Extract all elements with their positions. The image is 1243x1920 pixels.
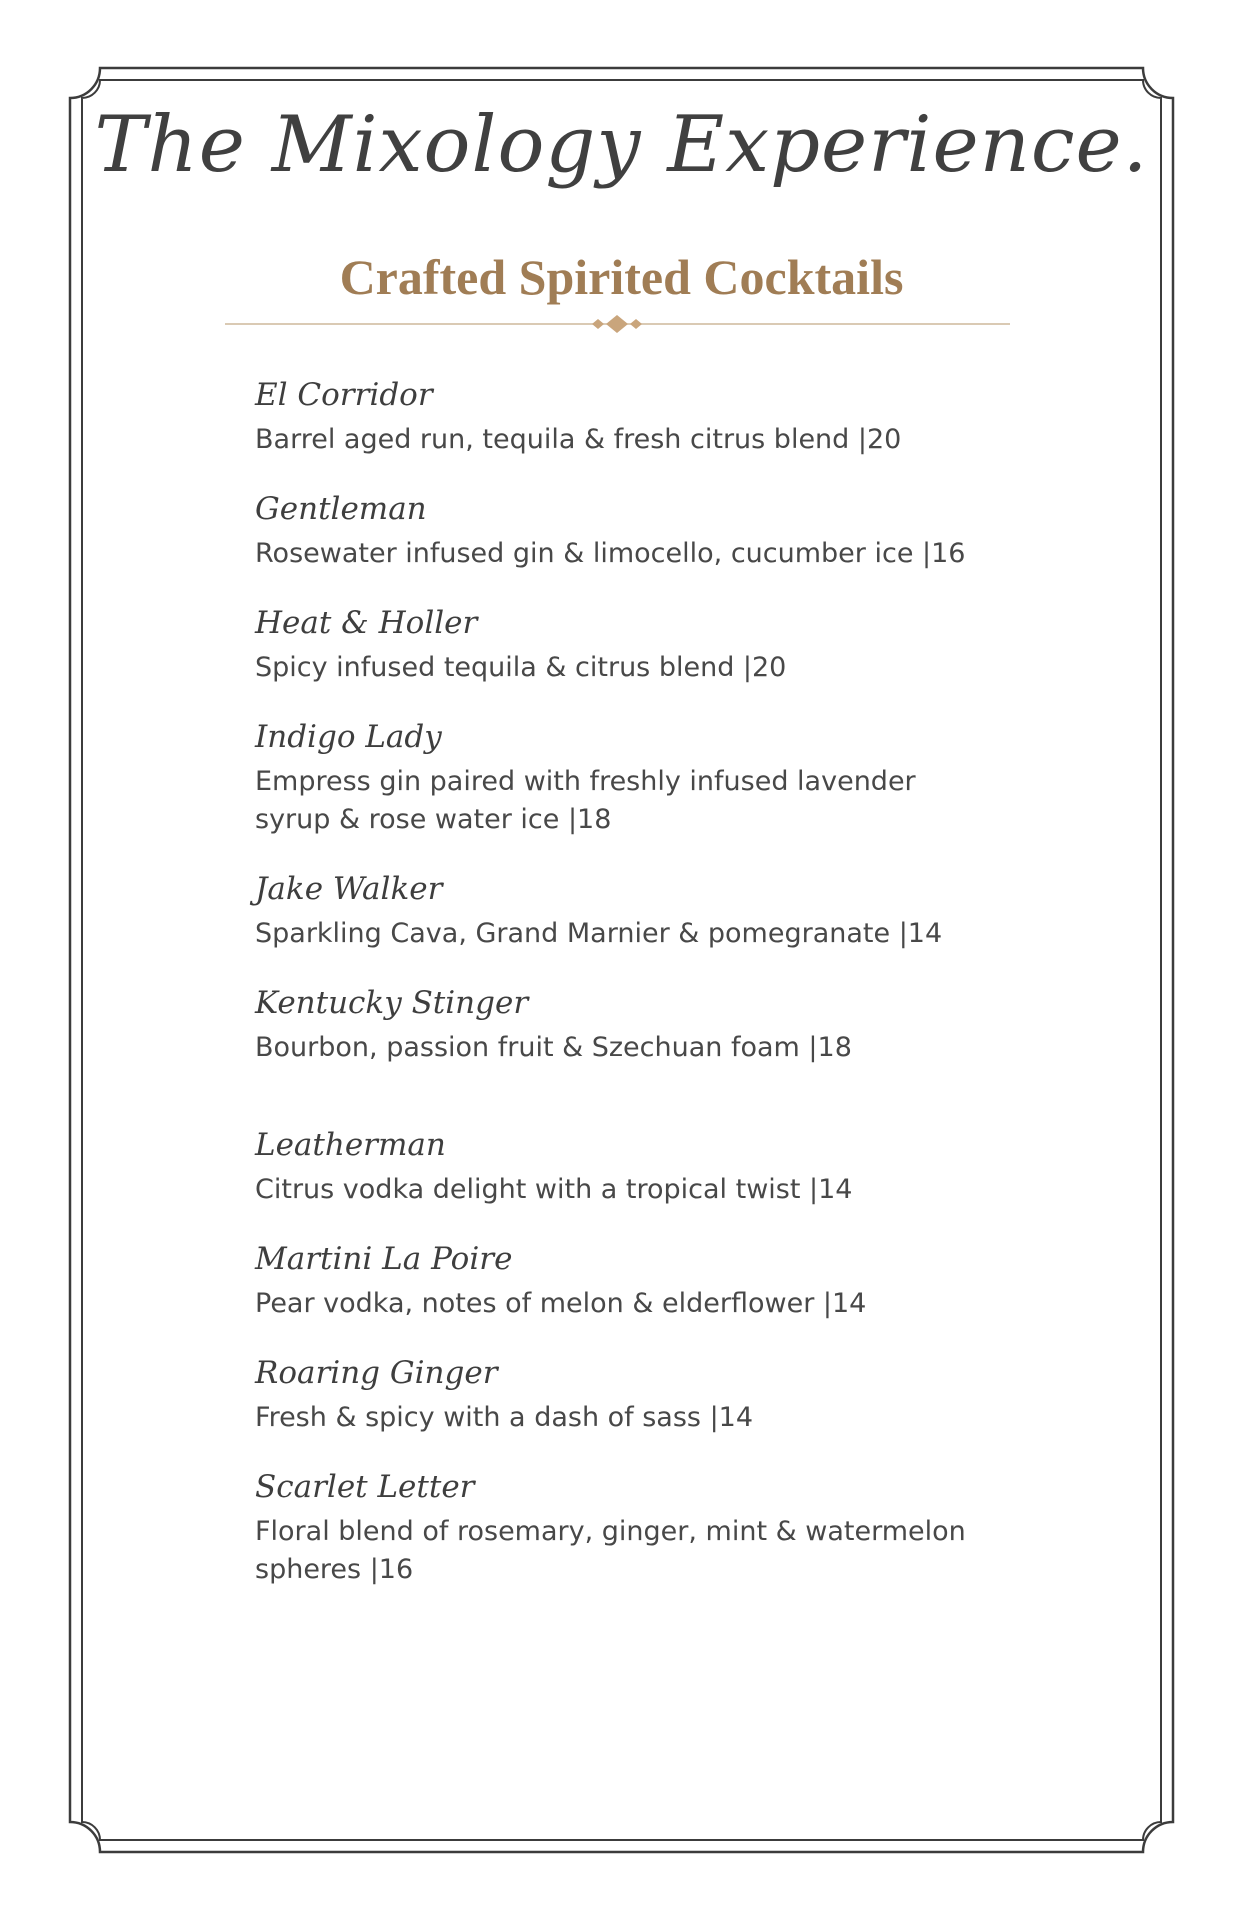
cocktail-name: Kentucky Stinger xyxy=(255,985,529,1021)
cocktail-description: Pear vodka, notes of melon & elderflower |14 xyxy=(255,1288,867,1319)
cocktail-name: Leatherman xyxy=(255,1127,446,1163)
menu-item xyxy=(255,717,1015,839)
cocktail-description: Rosewater infused gin & limocello, cucumber ice |16 xyxy=(255,538,966,569)
menu-item xyxy=(255,1239,1015,1323)
cocktail-name: El Corridor xyxy=(255,377,433,413)
ornamental-divider xyxy=(225,312,1010,336)
menu-item xyxy=(255,1125,1015,1209)
cocktail-description: Citrus vodka delight with a tropical twist |14 xyxy=(255,1174,853,1205)
cocktail-name: Indigo Lady xyxy=(255,719,442,755)
cocktail-description: Fresh & spicy with a dash of sass |14 xyxy=(255,1402,754,1433)
divider-diamond-right xyxy=(630,319,642,329)
cocktail-name: Heat & Holler xyxy=(255,605,478,641)
menu-title: The Mixology Experience. xyxy=(94,100,1149,190)
cocktail-name: Jake Walker xyxy=(255,871,443,907)
cocktail-name: Gentleman xyxy=(255,491,427,527)
cocktail-list xyxy=(255,375,1015,1589)
divider-diamond-center xyxy=(606,315,628,333)
cocktail-description: Barrel aged run, tequila & fresh citrus blend |20 xyxy=(255,424,902,455)
cocktail-description: Bourbon, passion fruit & Szechuan foam |18 xyxy=(255,1032,852,1063)
menu-item xyxy=(255,869,1015,953)
cocktail-description: Empress gin paired with freshly infused lavender syrup & rose water ice |18 xyxy=(255,766,916,835)
menu-item xyxy=(255,375,1015,459)
menu-subtitle: Crafted Spirited Cocktails xyxy=(339,249,904,305)
menu-item xyxy=(255,1353,1015,1437)
menu-item xyxy=(255,983,1015,1067)
divider-diamond-left xyxy=(592,319,604,329)
cocktail-description: Sparkling Cava, Grand Marnier & pomegranate |14 xyxy=(255,918,943,949)
cocktail-name: Scarlet Letter xyxy=(255,1469,475,1505)
cocktail-name: Martini La Poire xyxy=(255,1241,513,1277)
menu-item xyxy=(255,603,1015,687)
menu-item xyxy=(255,1467,1015,1589)
cocktail-description: Floral blend of rosemary, ginger, mint & watermelon spheres |16 xyxy=(255,1516,966,1585)
cocktail-description: Spicy infused tequila & citrus blend |20 xyxy=(255,652,787,683)
cocktail-name: Roaring Ginger xyxy=(255,1355,498,1391)
menu-item xyxy=(255,489,1015,573)
